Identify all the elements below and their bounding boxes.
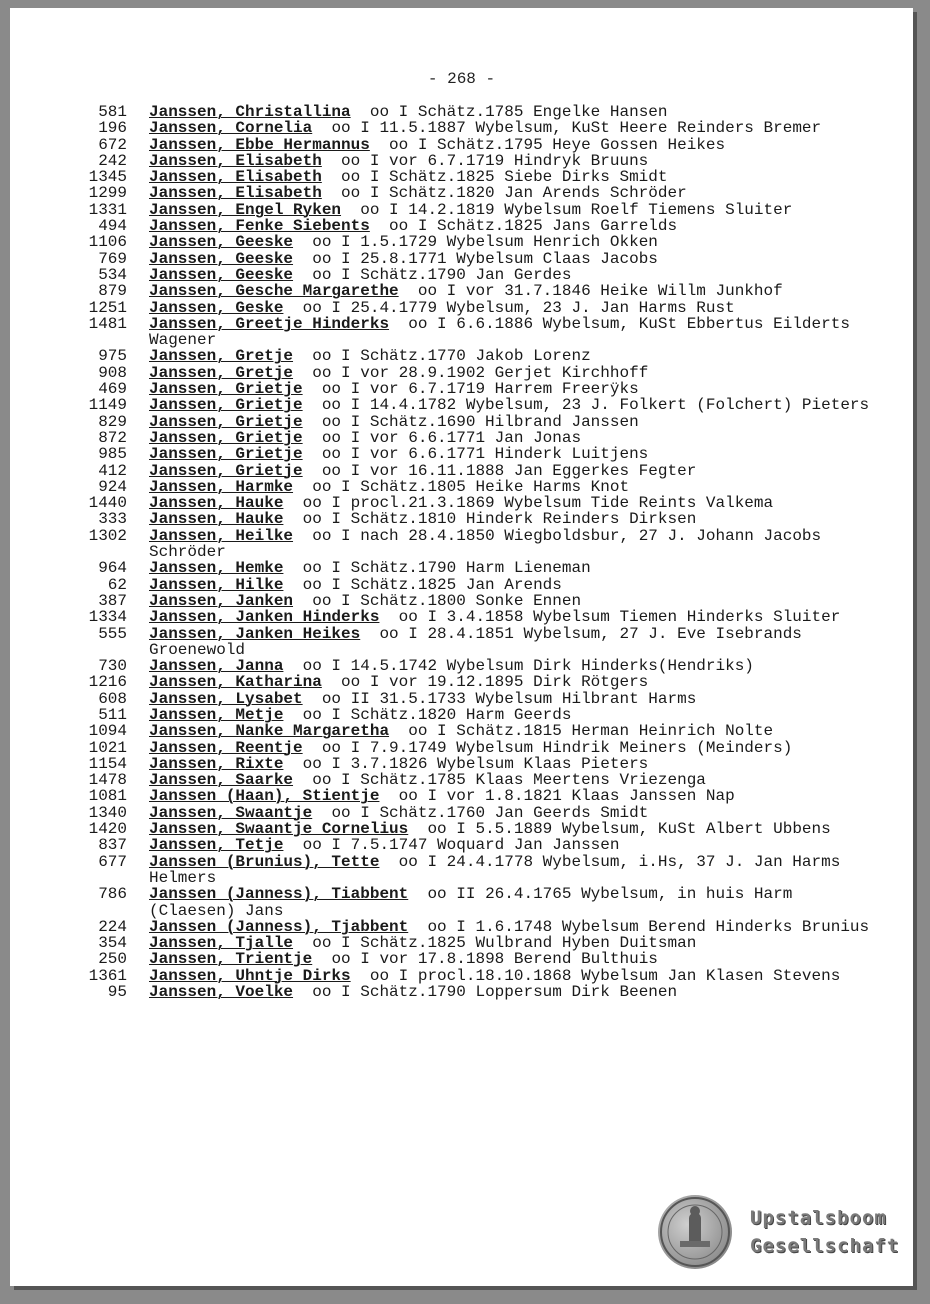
entry-name: Janssen, Janken Heikes (149, 624, 361, 643)
entry-number: 1361 (88, 966, 127, 985)
list-item (75, 397, 875, 413)
entry-number: 581 (98, 103, 127, 121)
entry-details: oo I Schätz.1690 Hilbrand Janssen (321, 412, 639, 431)
list-item (75, 951, 875, 967)
list-item (75, 691, 875, 707)
list-item (75, 984, 875, 1000)
list-item (75, 414, 875, 430)
entry-number: 1216 (88, 673, 127, 692)
entry-name: Janssen, Greetje Hinderks (149, 314, 390, 333)
entry-number: 677 (98, 852, 127, 871)
logo-text-line1: Upstalsboom (750, 1207, 887, 1229)
entry-details: oo I Schätz.1810 Hinderk Reinders Dirksen (302, 510, 697, 529)
entry-name: Janssen (Janness), Tiabbent (149, 885, 409, 904)
entry-name: Janssen (Brunius), Tette (149, 852, 380, 871)
list-item (75, 234, 875, 250)
entry-number: 879 (98, 282, 127, 301)
list-item (75, 251, 875, 267)
list-item (75, 707, 875, 723)
entry-name: Janssen, Swaantje Cornelius (149, 820, 409, 839)
entry-number: 924 (98, 477, 127, 496)
entry-details: oo I Schätz.1815 Herman Heinrich Nolte (408, 722, 774, 741)
list-item (75, 788, 875, 804)
entry-details: oo I vor 19.12.1895 Dirk Rötgers (341, 673, 649, 692)
list-item (75, 463, 875, 479)
entry-number: 1334 (88, 608, 127, 627)
entry-name: Janssen, Tetje (149, 836, 284, 855)
entry-details: oo I Schätz.1800 Sonke Ennen (312, 591, 582, 610)
entry-number: 412 (98, 461, 127, 480)
list-item (75, 626, 875, 659)
entry-number: 354 (98, 934, 127, 953)
list-item (75, 153, 875, 169)
entry-number: 1478 (88, 771, 127, 790)
entry-name: Janssen, Gretje (149, 363, 294, 382)
entry-number: 1251 (88, 298, 127, 317)
entry-details: oo I 25.4.1779 Wybelsum, 23 J. Jan Harms Rust (302, 298, 735, 317)
entry-number: 1106 (88, 233, 127, 252)
entry-details: oo I 7.9.1749 Wybelsum Hindrik Meiners (Meinders) (321, 738, 793, 757)
entry-details: oo II 26.4.1765 Wybelsum, in huis Harm (Claesen) Jans (149, 885, 793, 920)
entry-number: 1420 (88, 820, 127, 839)
entry-name: Janssen, Grietje (149, 380, 303, 399)
entry-number: 1440 (88, 494, 127, 513)
entry-name: Janssen, Grietje (149, 412, 303, 431)
entry-details: oo I 14.4.1782 Wybelsum, 23 J. Folkert (Folchert) Pieters (321, 396, 870, 415)
seal-icon (658, 1195, 732, 1269)
list-item (75, 821, 875, 837)
entry-number: 769 (98, 249, 127, 268)
entry-details: oo I vor 17.8.1898 Berend Bulthuis (331, 950, 658, 969)
entry-number: 1481 (88, 314, 127, 333)
entry-details: oo I Schätz.1770 Jakob Lorenz (312, 347, 591, 366)
entry-number: 534 (98, 265, 127, 284)
entry-number: 672 (98, 135, 127, 154)
entry-name: Janssen, Geske (149, 298, 284, 317)
list-item (75, 495, 875, 511)
entry-number: 333 (98, 510, 127, 529)
entry-details: oo I Schätz.1795 Heye Gossen Heikes (389, 135, 726, 154)
list-item (75, 658, 875, 674)
entry-details: oo I vor 6.7.1719 Hindryk Bruuns (341, 151, 649, 170)
entry-name: Janssen, Tjalle (149, 934, 294, 953)
entry-name: Janssen, Hauke (149, 494, 284, 513)
list-item (75, 740, 875, 756)
entry-name: Janssen, Uhntje Dirks (149, 966, 351, 985)
entry-details: oo I vor 16.11.1888 Jan Eggerkes Fegter (321, 461, 697, 480)
list-item (75, 886, 875, 919)
list-item (75, 805, 875, 821)
entry-number: 608 (98, 689, 127, 708)
entry-name: Janssen, Harmke (149, 477, 294, 496)
entry-name: Janssen, Cornelia (149, 119, 313, 138)
entry-details: oo I Schätz.1790 Jan Gerdes (312, 265, 572, 284)
entry-list (75, 104, 875, 1000)
list-item (75, 365, 875, 381)
list-item (75, 169, 875, 185)
list-item (75, 511, 875, 527)
entry-details: oo I 11.5.1887 Wybelsum, KuSt Heere Reinders Bremer (331, 119, 822, 138)
entry-name: Janssen, Fenke Siebents (149, 217, 370, 236)
entry-details: oo I vor 31.7.1846 Heike Willm Junkhof (417, 282, 783, 301)
list-item (75, 316, 875, 349)
entry-number: 1081 (88, 787, 127, 806)
list-item (75, 674, 875, 690)
entry-details: oo I 3.7.1826 Wybelsum Klaas Pieters (302, 754, 649, 773)
entry-details: oo I Schätz.1760 Jan Geerds Smidt (331, 803, 649, 822)
list-item (75, 137, 875, 153)
list-item (75, 593, 875, 609)
entry-name: Janssen, Heilke (149, 526, 294, 545)
entry-number: 1331 (88, 200, 127, 219)
entry-number: 387 (98, 591, 127, 610)
entry-details: oo I procl.18.10.1868 Wybelsum Jan Klasen Stevens (369, 966, 841, 985)
list-item (75, 446, 875, 462)
entry-details: oo I 14.2.1819 Wybelsum Roelf Tiemens Sluiter (360, 200, 793, 219)
entry-number: 1299 (88, 184, 127, 203)
entry-details: oo I 1.6.1748 Wybelsum Berend Hinderks Brunius (427, 917, 870, 936)
list-item (75, 479, 875, 495)
entry-details: oo I Schätz.1785 Klaas Meertens Vriezenga (312, 771, 706, 790)
entry-details: oo I 28.4.1851 Wybelsum, 27 J. Eve Isebrands Groenewold (149, 624, 802, 659)
publisher-logo (658, 1189, 908, 1273)
list-item (75, 202, 875, 218)
list-item (75, 300, 875, 316)
entry-details: oo I Schätz.1785 Engelke Hansen (369, 103, 668, 121)
entry-details: oo II 31.5.1733 Wybelsum Hilbrant Harms (321, 689, 697, 708)
entry-name: Janssen, Geeske (149, 265, 294, 284)
entry-number: 1149 (88, 396, 127, 415)
entry-details: oo I Schätz.1825 Jan Arends (302, 575, 562, 594)
list-item (75, 528, 875, 561)
entry-name: Janssen, Janken (149, 591, 294, 610)
entry-number: 1302 (88, 526, 127, 545)
entry-number: 1021 (88, 738, 127, 757)
entry-details: oo I 25.8.1771 Wybelsum Claas Jacobs (312, 249, 658, 268)
entry-name: Janssen, Grietje (149, 428, 303, 447)
entry-name: Janssen, Lysabet (149, 689, 303, 708)
list-item (75, 837, 875, 853)
list-item (75, 968, 875, 984)
entry-name: Janssen, Hilke (149, 575, 284, 594)
entry-name: Janssen, Reentje (149, 738, 303, 757)
document-page (10, 8, 913, 1286)
entry-details: oo I Schätz.1790 Harm Lieneman (302, 559, 591, 578)
entry-details: oo I Schätz.1790 Loppersum Dirk Beenen (312, 983, 678, 1002)
entry-details: oo I 24.4.1778 Wybelsum, i.Hs, 37 J. Jan Harms Helmers (149, 852, 841, 887)
entry-name: Janssen, Geeske (149, 233, 294, 252)
list-item (75, 560, 875, 576)
list-item (75, 283, 875, 299)
entry-number: 62 (107, 575, 127, 594)
entry-details: oo I 6.6.1886 Wybelsum, KuSt Ebbertus Eilderts Wagener (149, 314, 850, 350)
entry-number: 469 (98, 380, 127, 399)
entry-number: 511 (98, 705, 127, 724)
entry-name: Janssen, Engel Ryken (149, 200, 342, 219)
list-item (75, 772, 875, 788)
entry-name: Janssen, Hauke (149, 510, 284, 529)
entry-details: oo I vor 6.6.1771 Jan Jonas (321, 428, 582, 447)
list-item (75, 267, 875, 283)
entry-name: Janssen, Saarke (149, 771, 294, 790)
entry-number: 555 (98, 624, 127, 643)
list-item (75, 218, 875, 234)
entry-details: oo I Schätz.1825 Wulbrand Hyben Duitsman (312, 934, 697, 953)
entry-name: Janssen, Katharina (149, 673, 322, 692)
entry-name: Janssen, Gretje (149, 347, 294, 366)
entry-details: oo I nach 28.4.1850 Wiegboldsbur, 27 J. Johann Jacobs Schröder (149, 526, 822, 562)
entry-name: Janssen, Ebbe Hermannus (149, 135, 370, 154)
list-item (75, 577, 875, 593)
entry-number: 196 (98, 119, 127, 138)
entry-name: Janssen, Gesche Margarethe (149, 282, 399, 301)
entry-details: oo I 3.4.1858 Wybelsum Tiemen Hinderks Sluiter (398, 608, 841, 627)
list-item (75, 919, 875, 935)
entry-number: 242 (98, 151, 127, 170)
entry-details: oo I Schätz.1820 Jan Arends Schröder (341, 184, 687, 203)
list-item (75, 104, 875, 120)
entry-number: 964 (98, 559, 127, 578)
list-item (75, 185, 875, 201)
entry-number: 837 (98, 836, 127, 855)
list-item (75, 854, 875, 887)
entry-name: Janssen (Janness), Tjabbent (149, 917, 409, 936)
list-item (75, 935, 875, 951)
entry-number: 494 (98, 217, 127, 236)
entry-name: Janssen, Grietje (149, 445, 303, 464)
entry-number: 224 (98, 917, 127, 936)
entry-details: oo I 1.5.1729 Wybelsum Henrich Okken (312, 233, 658, 252)
entry-details: oo I procl.21.3.1869 Wybelsum Tide Reints Valkema (302, 494, 774, 513)
entry-name: Janssen, Voelke (149, 983, 294, 1002)
entry-details: oo I vor 6.7.1719 Harrem Freerÿks (321, 380, 639, 399)
list-item (75, 723, 875, 739)
list-item (75, 756, 875, 772)
entry-name: Janssen (Haan), Stientje (149, 787, 380, 806)
list-item (75, 609, 875, 625)
entry-name: Janssen, Elisabeth (149, 184, 322, 203)
list-item (75, 430, 875, 446)
entry-number: 908 (98, 363, 127, 382)
entry-details: oo I Schätz.1805 Heike Harms Knot (312, 477, 630, 496)
entry-name: Janssen, Grietje (149, 396, 303, 415)
entry-details: oo I Schätz.1820 Harm Geerds (302, 705, 572, 724)
entry-name: Janssen, Nanke Margaretha (149, 722, 390, 741)
logo-text-line2: Gesellschaft (750, 1235, 900, 1257)
entry-name: Janssen, Rixte (149, 754, 284, 773)
entry-number: 786 (98, 885, 127, 904)
entry-number: 95 (107, 983, 127, 1002)
entry-number: 975 (98, 347, 127, 366)
entry-name: Janssen, Janna (149, 657, 284, 676)
entry-name: Janssen, Christallina (149, 103, 351, 121)
entry-name: Janssen, Hemke (149, 559, 284, 578)
entry-number: 1340 (88, 803, 127, 822)
entry-number: 1345 (88, 168, 127, 187)
list-item (75, 348, 875, 364)
entry-details: oo I 5.5.1889 Wybelsum, KuSt Albert Ubbens (427, 820, 831, 839)
entry-number: 250 (98, 950, 127, 969)
entry-number: 1154 (88, 754, 127, 773)
entry-name: Janssen, Elisabeth (149, 168, 322, 187)
list-item (75, 381, 875, 397)
entry-details: oo I vor 28.9.1902 Gerjet Kirchhoff (312, 363, 649, 382)
entry-details: oo I vor 6.6.1771 Hinderk Luitjens (321, 445, 649, 464)
entry-details: oo I 14.5.1742 Wybelsum Dirk Hinderks(Hendriks) (302, 657, 754, 676)
entry-number: 829 (98, 412, 127, 431)
entry-name: Janssen, Elisabeth (149, 151, 322, 170)
entry-details: oo I Schätz.1825 Jans Garrelds (389, 217, 678, 236)
entry-name: Janssen, Geeske (149, 249, 294, 268)
entry-name: Janssen, Grietje (149, 461, 303, 480)
entry-number: 730 (98, 657, 127, 676)
entry-name: Janssen, Janken Hinderks (149, 608, 380, 627)
entry-number: 872 (98, 428, 127, 447)
entry-name: Janssen, Trientje (149, 950, 313, 969)
entry-number: 1094 (88, 722, 127, 741)
page-number: - 268 - (427, 70, 496, 88)
entry-details: oo I vor 1.8.1821 Klaas Janssen Nap (398, 787, 735, 806)
entry-details: oo I Schätz.1825 Siebe Dirks Smidt (341, 168, 668, 187)
entry-details: oo I 7.5.1747 Woquard Jan Janssen (302, 836, 620, 855)
entry-name: Janssen, Metje (149, 705, 284, 724)
entry-name: Janssen, Swaantje (149, 803, 313, 822)
list-item (75, 120, 875, 136)
entry-number: 985 (98, 445, 127, 464)
